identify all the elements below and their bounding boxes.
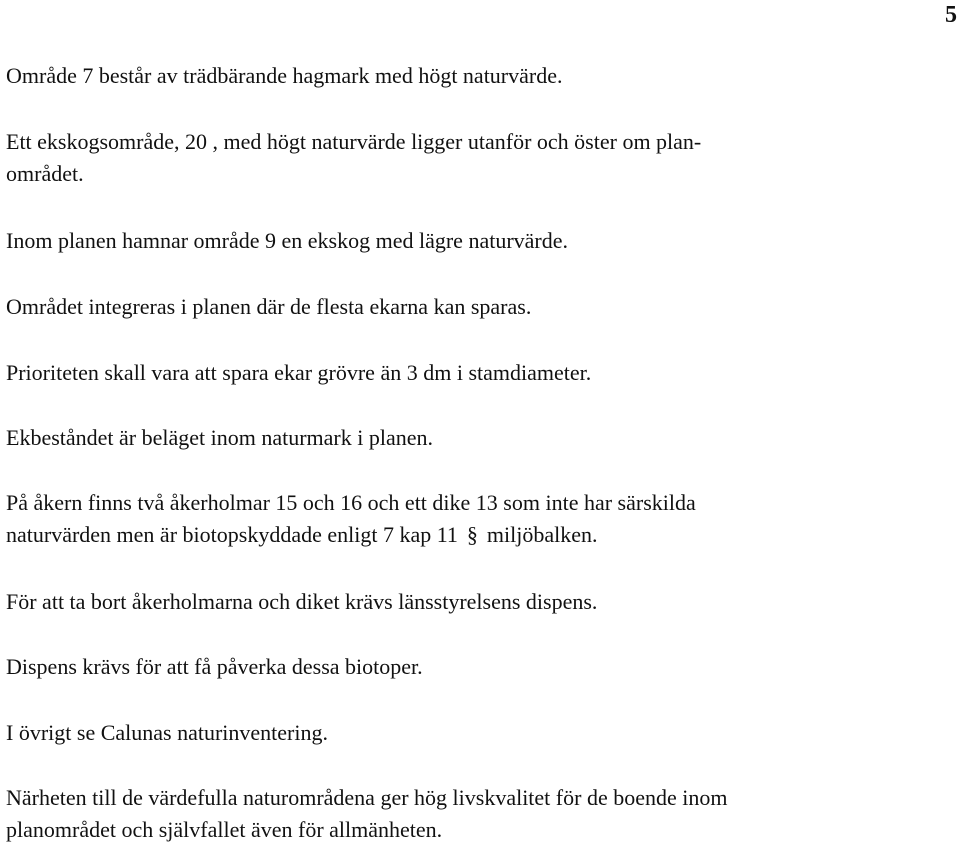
paragraph-integration — [6, 291, 531, 323]
paragraph-line: I övrigt se Calunas naturinventering. — [6, 720, 328, 745]
paragraph-line: Inom planen hamnar område 9 en ekskog med lägre naturvärde. — [6, 228, 569, 253]
paragraph-line: För att ta bort åkerholmarna och diket krävs länsstyrelsens dispens. — [6, 589, 598, 614]
paragraph-line: miljöbalken. — [481, 522, 598, 547]
section-sign: § — [466, 522, 478, 547]
paragraph-caluna — [6, 717, 328, 749]
paragraph-proximity — [6, 782, 727, 846]
paragraph-line: Ekbeståndet är beläget inom naturmark i planen. — [6, 425, 434, 450]
paragraph-line: området. — [6, 161, 84, 186]
paragraph-priority — [6, 357, 591, 389]
paragraph-line: naturvärden men är biotopskyddade enligt 7 kap 11 — [6, 522, 464, 547]
paragraph-field-islets — [6, 487, 696, 551]
paragraph-line: Ett ekskogsområde, 20 , med högt naturvärde ligger utanför och öster om plan- — [6, 129, 702, 154]
paragraph-oak-stand — [6, 422, 433, 454]
paragraph-line: Område 7 består av trädbärande hagmark med högt naturvärde. — [6, 63, 563, 88]
paragraph-line: Dispens krävs för att få påverka dessa biotoper. — [6, 654, 423, 679]
paragraph-oak-forest-20 — [6, 126, 701, 190]
page-number: 5 — [945, 2, 957, 28]
paragraph-removal — [6, 586, 597, 618]
paragraph-area-7 — [6, 60, 563, 92]
paragraph-line: Området integreras i planen där de flesta ekarna kan sparas. — [6, 294, 532, 319]
paragraph-line: Närheten till de värdefulla naturområdena ger hög livskvalitet för de boende inom — [6, 785, 728, 810]
paragraph-line: planområdet och självfallet även för allmänheten. — [6, 817, 443, 842]
paragraph-area-9 — [6, 225, 568, 257]
paragraph-line: Prioriteten skall vara att spara ekar grövre än 3 dm i stamdiameter. — [6, 360, 592, 385]
paragraph-line: På åkern finns två åkerholmar 15 och 16 och ett dike 13 som inte har särskilda — [6, 490, 696, 515]
paragraph-dispensation — [6, 651, 423, 683]
